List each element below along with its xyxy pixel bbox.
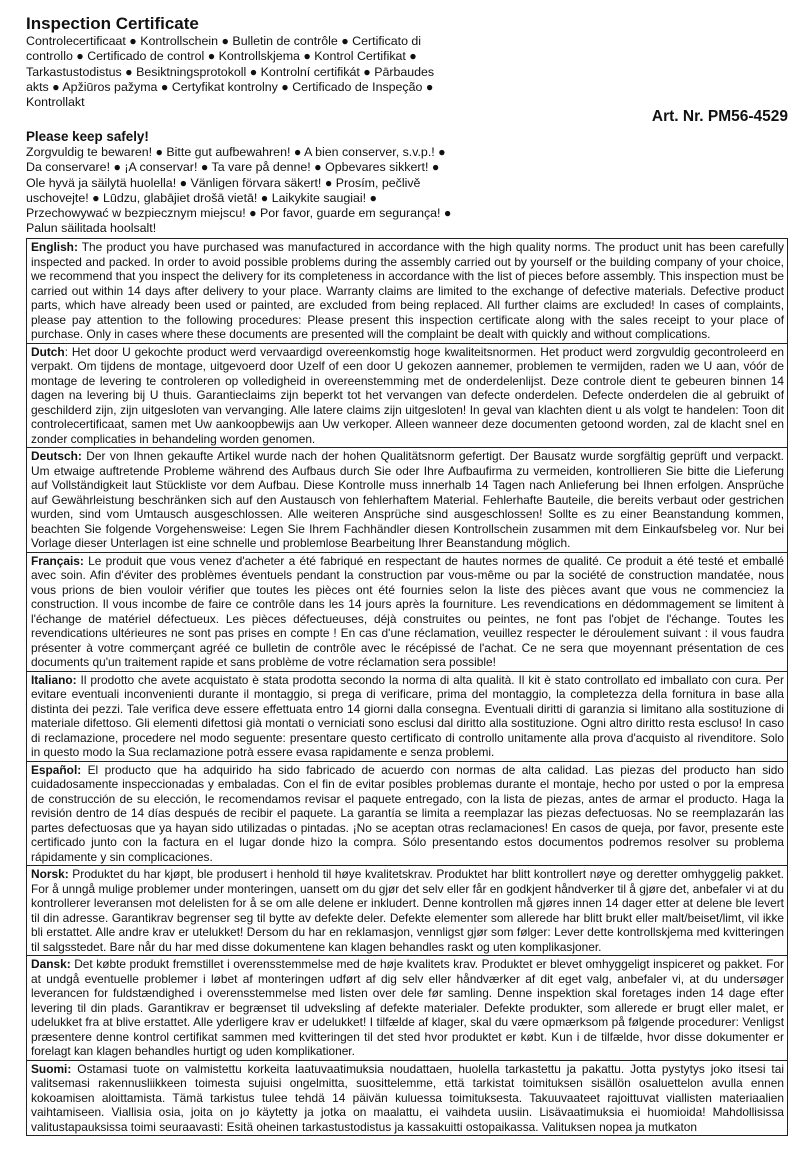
section-text: Le produit que vous venez d'acheter a été fabriqué en respectant de hautes normes de qualité. Ce produit a été testé et emballé avec soin. Afin d'éviter des problèmes éventuels pendant la construction par vous-même ou par la société de construction mandatée, nous vous prions de bien vouloir vérifier que toutes les pièces ont été fournies selon la liste des pièces avant que vous ne commenciez la construction. Il vous incombe de faire ce contrôle dans les 14 jours après la fourniture. Les revendications en dédommagement se limitent à l'échange de matériel défectueux. Les pièces défectueuses, déjà construites ou peintes, ne font pas l'objet de l'échange. Toutes les revendications ultérieures ne sont pas prises en compte ! En cas d'une réclamation, veuillez respecter le déroulement suivant : il vous faudra présenter à votre commerçant agréé ce bulletin de contrôle avec le récépissé de l'achat. Ce ne sera que moyennant présentation de ces documents qu'un traitement rapide et sans problème de votre réclamation sera possible! [31,553,784,669]
certificate-header [26,14,788,238]
section-text: Ostamasi tuote on valmistettu korkeita laatuvaatimuksia noudattaen, huolella tarkastettu ja pakattu. Jotta pystytys joko itsesi tai valitsemasi rakennusliikkeen toimesta sujuisi ongelmitta, suosittelemme, että tarkistat toimituksen sisällön osaluettelon avulla ennen kokoamisen aloittamista. Tämä tarkistus tulee tehdä 14 päivän kuluessa toimituksesta. Takuuvaateet rajoittuvat viallisten materiaalien vaihtamiseen. Viallisia osia, joita on jo käytetty ja jotka on maalattu, ei vaihdeta uusiin. Lisävaatimuksia ei huomioida! Mahdollisissa valitustapauksissa toimi seuraavasti: Esitä oheinen tarkastustodistus ja kassakuitti ostopaikassa. Valituksen nopea ja mutkaton [31,1061,784,1134]
section-suomi [27,1061,787,1136]
section-language-label: Dansk: [31,957,71,971]
section-francais [27,553,787,672]
section-language-label: Français: [31,553,84,568]
section-text: Produktet du har kjøpt, ble produsert i henhold til høye kvalitetskrav. Produktet har blitt kontrollert nøye og deretter omhyggelig pakket. For å unngå mulige problemer under monteringen, uansett om du gjør det selv eller får en godkjent håndverker til å gjøre det, anbefaler vi at du kontrollerer leveransen mot delelisten for å se om alle delene er inkludert. Denne kontrollen må gjøres innen 14 dager etter at delene ble levert til din adresse. Garantikrav begrenser seg til bytte av defekte deler. Defekte elementer som allerede har blitt brukt eller malt/beiset/limt, vil ikke bli erstattet. Alle andre krav er utelukket! Dersom du har en reklamasjon, vennligst gjør som følger: Lever dette kontrollskjema med kvitteringen til salgsstedet. Bare når du har med disse dokumentene kan klagen behandles raskt og uten komplikasjoner. [31,867,784,954]
section-norsk [27,866,787,956]
article-number: Art. Nr. PM56-4529 [651,108,788,125]
section-text: : Het door U gekochte product werd vervaardigd overeenkomstig hoge kwaliteitsnormen. Het product werd zorgvuldig gecontroleerd en verpakt. Om tijdens de montage, uitgevoerd door Uzelf of een door U gekozen aannemer, problemen te vermijden, raden we U aan, vóór de montage de levering te controleren op volledigheid in overeenstemming met de onderdelenlijst. Deze controle dient te gebeuren binnen 14 dagen na levering bij U thuis. Garantieclaims zijn beperkt tot het vervangen van defecte onderdelen. Defecte onderdelen die al gebruikt of geschilderd zijn, zijn uitgesloten van vervanging. Alle latere claims zijn uitgesloten! In geval van klachten dient u als volgt te handelen: Toon dit controlecertificaat, samen met Uw aankoopbewijs aan Uw verkoper. Alleen wanneer deze documenten getoond worden, zal de klacht snel en zonder complicaties in behandeling worden genomen. [31,344,784,446]
page-title: Inspection Certificate [26,14,199,33]
section-english [27,239,787,344]
section-text: Il prodotto che avete acquistato è stata prodotta secondo la norma di alta qualità. Il kit è stato controllato ed imballato con cura. Per evitare eventuali inconvenienti durante il montaggio, si prega di verificare, prima del montaggio, la completezza della fornitura in base alla distinta dei pezzi. Tale verifica deve essere effettuata entro 14 giorni dalla consegna. Eventuali diritti di garanzia si limitano alla sostituzione di materiale difettoso. Gli elementi difettosi già montati o verniciati sono esclusi dal diritto alla sostituzione. Ogni altro diritto resta escluso! In caso di reclamazione, procedere nel modo seguente: presentare questo certificato di controllo unitamente alla prova d'acquisto al rivenditore. Solo in questo modo la Sua reclamazione potrà essere evasa rapidamente e senza problemi. [31,672,784,759]
language-sections [26,238,788,1136]
section-language-label: Italiano: [31,672,77,687]
section-language-label: Norsk: [31,867,69,881]
section-language-label: Dutch [31,344,65,359]
certificate-page [26,14,788,1136]
keep-safely-translations: Zorgvuldig te bewaren! ● Bitte gut aufbewahren! ● A bien conserver, s.v.p.! ● Da conservare! ● ¡A conservar! ● Ta vare på denne! ● Opbevares sikkert! ● Ole hyvä ja säilytä huolella! ● Vänligen förvara säkert! ● Prosím, pečlivě uschovejte! ● Lūdzu, glabājiet drošā vietā! ● Laikykite saugiai! ● Przechowywać w bezpiecznym miejscu! ● Por favor, guarde em segurança! ● Palun säilitada hoolsalt! [26,145,452,236]
section-italiano [27,672,787,762]
section-language-label: Deutsch: [31,449,82,463]
section-text: The product you have purchased was manufactured in accordance with the high quality norms. The product unit has been carefully inspected and packed. In order to avoid possible problems during the assembly carried out by yourself or the building company of your choice, we recommend that you inspect the delivery for its completeness in accordance with the list of pieces before assembly. This inspection must be carried out within 14 days after delivery to your place. Warranty claims are limited to the exchange of defective materials. Defective product parts, which have already been used or painted, are excluded from being replaced. All further claims are excluded! In cases of complaints, please pay attention to the following procedures: Please present this inspection certificate along with the sales receipt to your place of purchase. Only in cases where these documents are presented will the complaint be dealt with quickly and without complications. [31,240,785,341]
section-espanol [27,762,787,867]
title-translations: Controlecertificaat ● Kontrollschein ● Bulletin de contrôle ● Certificato di controllo ● Certificado de control ● Kontrollskjema ● Kontrol Certifikat ● Tarkastustodistus ● Besiktningsprotokoll ● Kontrolní certifikát ● Pārbaudes akts ● Apžiūros pažyma ● Certyfikat kontrolny ● Certificado de Inspeção ● Kontrollakt [26,34,435,110]
section-dansk [27,956,787,1061]
keep-safely-heading: Please keep safely! [26,129,149,144]
section-text: El producto que ha adquirido ha sido fabricado de acuerdo con normas de alta calidad. Las piezas del producto han sido cuidadosamente inspeccionadas y embaladas. Con el fin de evitar posibles problemas durante el montaje, hecho por usted o por la empresa de construcción de su elección, le recomendamos revisar el paquete entregado, con la lista de piezas, antes de armar el producto. Haga la revisión dentro de 14 días después de recibir el paquete. La garantía se limita a reemplazar las piezas defectuosas. No se reemplazarán las partes defectuosas que ya hayan sido utilizadas o pintadas. ¡No se aceptan otras reclamaciones! En casos de queja, por favor, presente este certificado junto con la factura en el lugar donde hizo la compra. Sólo presentando estos documentos podremos resolver su problema rápidamente y sin complicaciones. [31,762,785,864]
section-language-label: Suomi: [31,1061,72,1076]
section-language-label: English: [31,240,78,254]
section-language-label: Español: [31,762,82,777]
section-deutsch [27,448,787,553]
section-text: Det købte produkt fremstillet i overensstemmelse med de høje kvalitets krav. Produktet er blevet omhyggeligt inspiceret og pakket. For at undgå eventuelle problemer i løbet af monteringen udført af dig selv eller håndværker af dit eget valg, anbefaler vi, at du undersøger leverancen for fuldstændighed i overensstemmelse med listen over dele før samling. Denne inspektion skal foretages inden 14 dage efter levering til din plads. Garantikrav er begrænset til udveksling af defekte materialer. Defekte produkter, som allerede er brugt eller malet, er udelukket fra at blive erstattet. Alle yderligere krav er udelukket! I tilfælde af klager, skal du være opmærksom på følgende procedurer: Venligst præsentere denne kontrol certifikat sammen med kvitteringen til det sted hvor produktet er købt. Kun i de tilfælde, hvor disse dokumenter er forelagt kan klagen behandles hurtigt og uden komplikationer. [31,957,785,1058]
section-text: Der von Ihnen gekaufte Artikel wurde nach der hohen Qualitätsnorm gefertigt. Der Bausatz wurde sorgfältig geprüft und verpackt. Um etwaige auftretende Probleme während des Aufbaus durch Sie oder Ihre Aufbaufirma zu vermeiden, kontrollieren Sie bitte die Lieferung auf Vollständigkeit laut Stückliste vor dem Aufbau. Diese Kontrolle muss innerhalb 14 Tagen nach Anlieferung bei Ihnen erfolgen. Ansprüche auf Gewährleistung beschränken sich auf den Austausch von fehlerhaftem Material. Fehlerhafte Bauteile, die bereits verbaut oder gestrichen wurden, sind vom Umtausch ausgeschlossen. Alle weiteren Ansprüche sind ausgeschlossen! Sollte es zu einer Beanstandung kommen, beachten Sie folgende Vorgehensweise: Legen Sie Ihrem Fachhändler diesen Kontrollschein zusammen mit dem Einkaufsbeleg vor. Nur bei Vorlage dieser Unterlagen ist eine schnelle und problemlose Bearbeitung Ihrer Beanstandung möglich. [31,449,784,550]
section-dutch [27,344,787,449]
